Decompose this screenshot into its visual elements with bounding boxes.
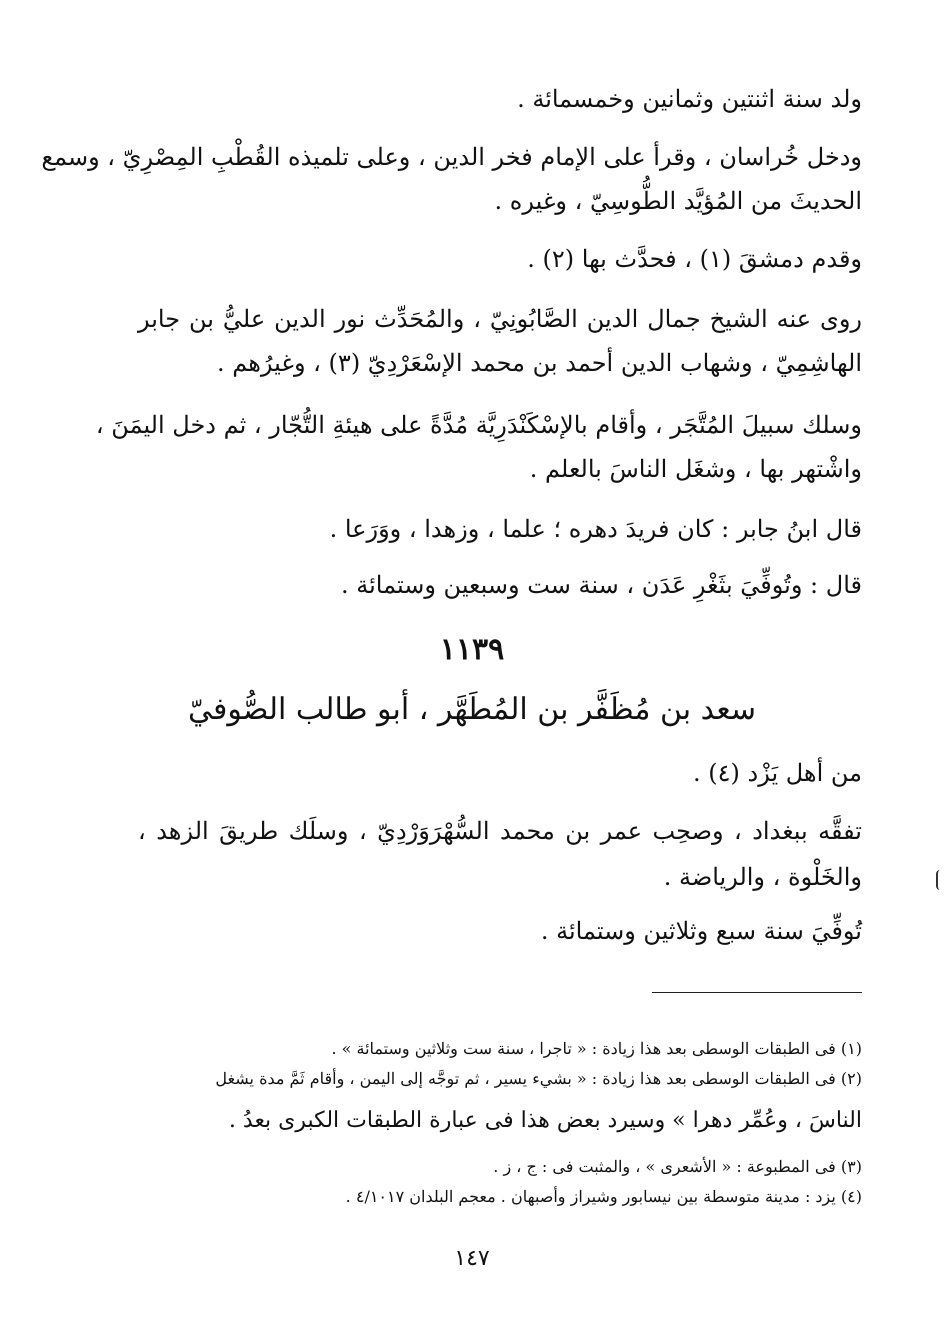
text-line: والخَلْوة ، والرياضة . xyxy=(663,863,862,891)
text-line: روى عنه الشيخ جمال الدين الصَّابُونِيّ ، والمُحَدِّث نور الدين عليُّ بن جابر xyxy=(138,305,862,333)
footnote-separator xyxy=(652,992,862,993)
text-line: ودخل خُراسان ، وقرأ على الإمام فخر الدين ، وعلى تلميذه القُطْبِ المِصْرِيّ ، وسمع xyxy=(41,143,862,171)
entry-number: ١١٣٩ xyxy=(439,632,505,667)
text-line: الحديثَ من المُؤيَّد الطُّوسِيّ ، وغيره . xyxy=(494,187,862,215)
footnote-2: (٢) فى الطبقات الوسطى بعد هذا زيادة : « بشيء يسير ، ثم توجَّه إلى اليمن ، وأقام ثَمَّ مدة يشغل xyxy=(215,1069,862,1088)
text-line: ولد سنة اثنتين وثمانين وخمسمائة . xyxy=(517,85,862,113)
text-line: تفقَّه ببغداد ، وصحِب عمر بن محمد السُّهْرَوَرْدِيّ ، وسلَك طريقَ الزهد ، xyxy=(138,817,862,845)
footnote-2-continued: الناسَ ، وعُمِّر دهرا » وسيرد بعض هذا فى عبارة الطبقات الكبرى بعدُ . xyxy=(228,1108,862,1133)
text-line: واشْتهر بها ، وشغَل الناسَ بالعلم . xyxy=(529,455,862,483)
footnote-3: (٣) فى المطبوعة : « الأشعرى » ، والمثبت فى : ج ، ز . xyxy=(493,1157,862,1176)
footnote-4: (٤) يزد : مدينة متوسطة بين نيسابور وشيراز وأصبهان . معجم البلدان ٤/١٠١٧ . xyxy=(345,1187,862,1206)
text-line: تُوفِّيَ سنة سبع وثلاثين وستمائة . xyxy=(540,917,862,945)
text-line: قال : وتُوفِّيَ بثَغْرِ عَدَن ، سنة ست وسبعين وستمائة . xyxy=(340,571,862,599)
margin-bracket-mark xyxy=(936,870,944,890)
footnote-1: (١) فى الطبقات الوسطى بعد هذا زيادة : « تاجرا ، سنة ست وثلاثين وستمائة » . xyxy=(331,1039,862,1058)
entry-title: سعد بن مُظَفَّر بن المُطَهَّر ، أبو طالب الصُّوفيّ xyxy=(187,692,757,727)
text-line: وقدم دمشقَ (١) ، فحدَّث بها (٢) . xyxy=(527,245,862,273)
text-line: قال ابنُ جابر : كان فريدَ دهره ؛ علما ، وزهدا ، ووَرَعا . xyxy=(329,515,862,543)
text-line: وسلك سبيلَ المُتَّجَر ، وأقام بالإسْكَنْدَرِيَّة مُدَّةً على هيئةِ التُّجّار ، ثم دخل اليمَنَ ، xyxy=(95,411,862,439)
text-line: من أهل يَزْد (٤) . xyxy=(693,759,862,787)
page-number: ١٤٧ xyxy=(454,1246,490,1271)
text-line: الهاشِمِيّ ، وشهاب الدين أحمد بن محمد الإسْعَرْدِيّ (٣) ، وغيرُهم . xyxy=(217,349,862,377)
